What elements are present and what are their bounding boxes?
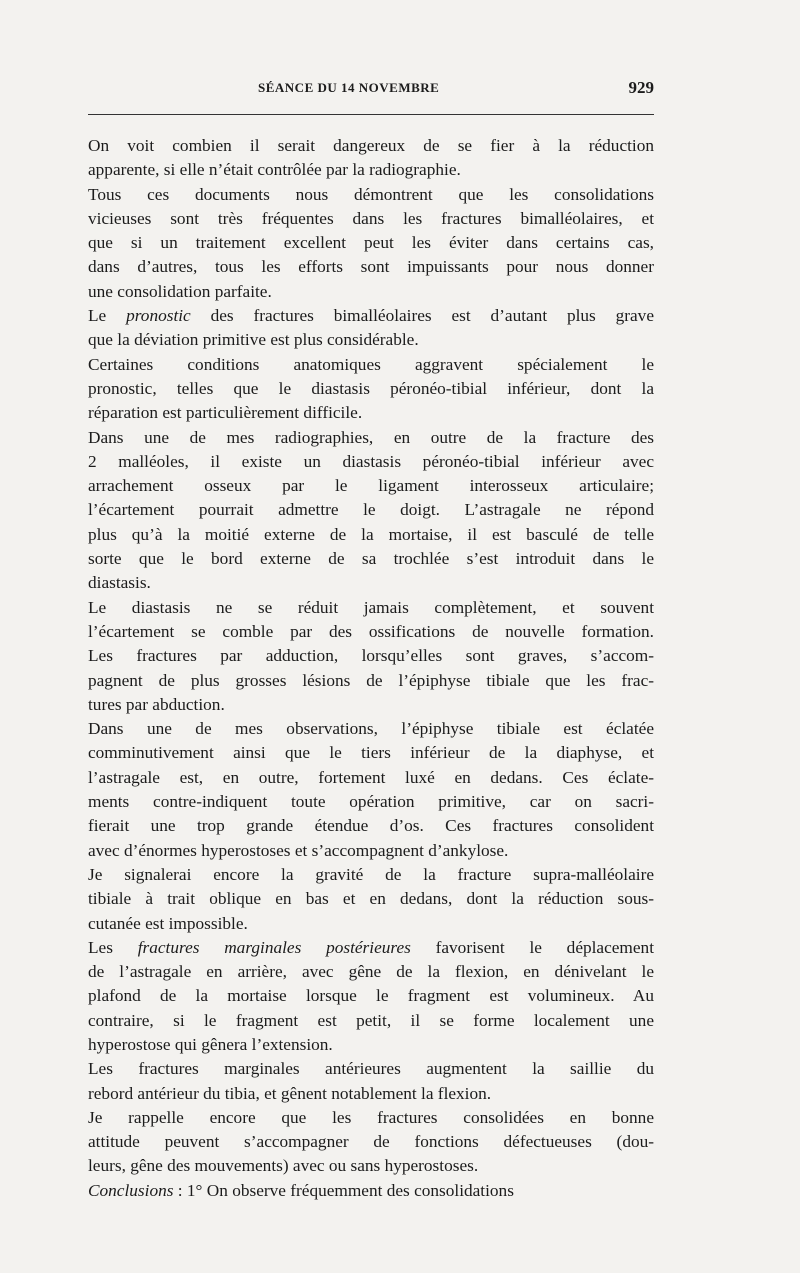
text-line: Dans une de mes radiographies, en outre de la fracture des: [88, 427, 654, 447]
text-line: que la déviation primitive est plus considérable.: [88, 330, 419, 350]
text-line-segment: Le: [88, 306, 127, 326]
text-line: diastasis.: [88, 573, 151, 593]
body-text: [88, 134, 654, 1203]
text-line: pagnent de plus grosses lésions de l’épiphyse tibiale que les frac-: [88, 670, 654, 690]
text-line: Dans une de mes observations, l’épiphyse tibiale est éclatée: [88, 719, 654, 739]
text-line: plus qu’à la moitié externe de la mortaise, il est basculé de telle: [88, 524, 654, 544]
text-line: Les fractures marginales antérieures augmentent la saillie du: [88, 1059, 654, 1079]
text-line: avec d’énormes hyperostoses et s’accompagnent d’ankylose.: [88, 840, 509, 860]
text-line: hyperostose qui gênera l’extension.: [88, 1034, 333, 1054]
italic-term: fractures marginales postérieures: [137, 937, 411, 957]
text-line: [88, 936, 654, 960]
text-line: arrachement osseux par le ligament interosseux articulaire;: [88, 476, 654, 496]
text-line: Tous ces documents nous démontrent que les consolidations: [88, 184, 654, 204]
text-line: Certaines conditions anatomiques aggravent spécialement le: [88, 354, 654, 374]
text-line: ments contre-indiquent toute opération primitive, car on sacri-: [88, 792, 654, 812]
text-line: Le diastasis ne se réduit jamais complètement, et souvent: [88, 597, 654, 617]
text-line: sorte que le bord externe de sa trochlée s’est introduit dans le: [88, 549, 654, 569]
text-line: contraire, si le fragment est petit, il se forme localement une: [88, 1010, 654, 1030]
text-line: fierait une trop grande étendue d’os. Ces fractures consolident: [88, 816, 654, 836]
text-line: Les fractures par adduction, lorsqu’elles sont graves, s’accom-: [88, 646, 654, 666]
text-line: Je signalerai encore la gravité de la fracture supra-malléolaire: [88, 864, 654, 884]
text-line: une consolidation parfaite.: [88, 281, 272, 301]
text-line: rebord antérieur du tibia, et gênent notablement la flexion.: [88, 1083, 492, 1103]
italic-term: pronostic: [126, 306, 191, 326]
text-line: [88, 304, 654, 328]
text-line-segment: : 1° On observe fréquemment des consolidations: [173, 1180, 514, 1200]
text-line: l’astragale est, en outre, fortement luxé en dedans. Ces éclate-: [88, 767, 654, 787]
text-line: comminutivement ainsi que le tiers inférieur de la diaphyse, et: [88, 743, 654, 763]
text-line: 2 malléoles, il existe un diastasis péronéo-tibial inférieur avec: [88, 451, 654, 471]
text-line-segment: des fractures bimalléolaires est d’autant plus grave: [190, 306, 654, 326]
text-line: attitude peuvent s’accompagner de fonctions défectueuses (dou-: [88, 1132, 654, 1152]
text-line: On voit combien il serait dangereux de se fier à la réduction: [88, 136, 654, 155]
header-rule: [88, 114, 654, 115]
text-line: l’écartement se comble par des ossifications de nouvelle formation.: [88, 621, 654, 641]
text-line: tibiale à trait oblique en bas et en dedans, dont la réduction sous-: [88, 889, 654, 909]
text-line: Je rappelle encore que les fractures consolidées en bonne: [88, 1107, 654, 1127]
page-header: [88, 78, 654, 104]
text-line: vicieuses sont très fréquentes dans les fractures bimalléolaires, et: [88, 208, 654, 228]
text-line: tures par abduction.: [88, 694, 225, 714]
text-line: apparente, si elle n’était contrôlée par la radiographie.: [88, 160, 461, 180]
text-line: leurs, gêne des mouvements) avec ou sans hyperostoses.: [88, 1156, 479, 1176]
text-line: que si un traitement excellent peut les éviter dans certains cas,: [88, 233, 654, 253]
text-line-segment: Les: [88, 937, 138, 957]
text-line: réparation est particulièrement difficile.: [88, 403, 363, 423]
italic-term: Conclusions: [88, 1180, 174, 1200]
text-line: l’écartement pourrait admettre le doigt. L’astragale ne répond: [88, 500, 654, 520]
text-line-segment: favorisent le déplacement: [410, 937, 654, 957]
text-line: [88, 1179, 654, 1203]
page-number: 929: [628, 78, 654, 97]
running-head: SÉANCE DU 14 NOVEMBRE: [258, 80, 440, 95]
text-line: de l’astragale en arrière, avec gêne de la flexion, en dénivelant le: [88, 962, 654, 982]
text-line: plafond de la mortaise lorsque le fragment est volumineux. Au: [88, 986, 654, 1006]
text-line: pronostic, telles que le diastasis péronéo-tibial inférieur, dont la: [88, 378, 654, 398]
text-line: cutanée est impossible.: [88, 913, 248, 933]
text-line: dans d’autres, tous les efforts sont impuissants pour nous donner: [88, 257, 654, 277]
